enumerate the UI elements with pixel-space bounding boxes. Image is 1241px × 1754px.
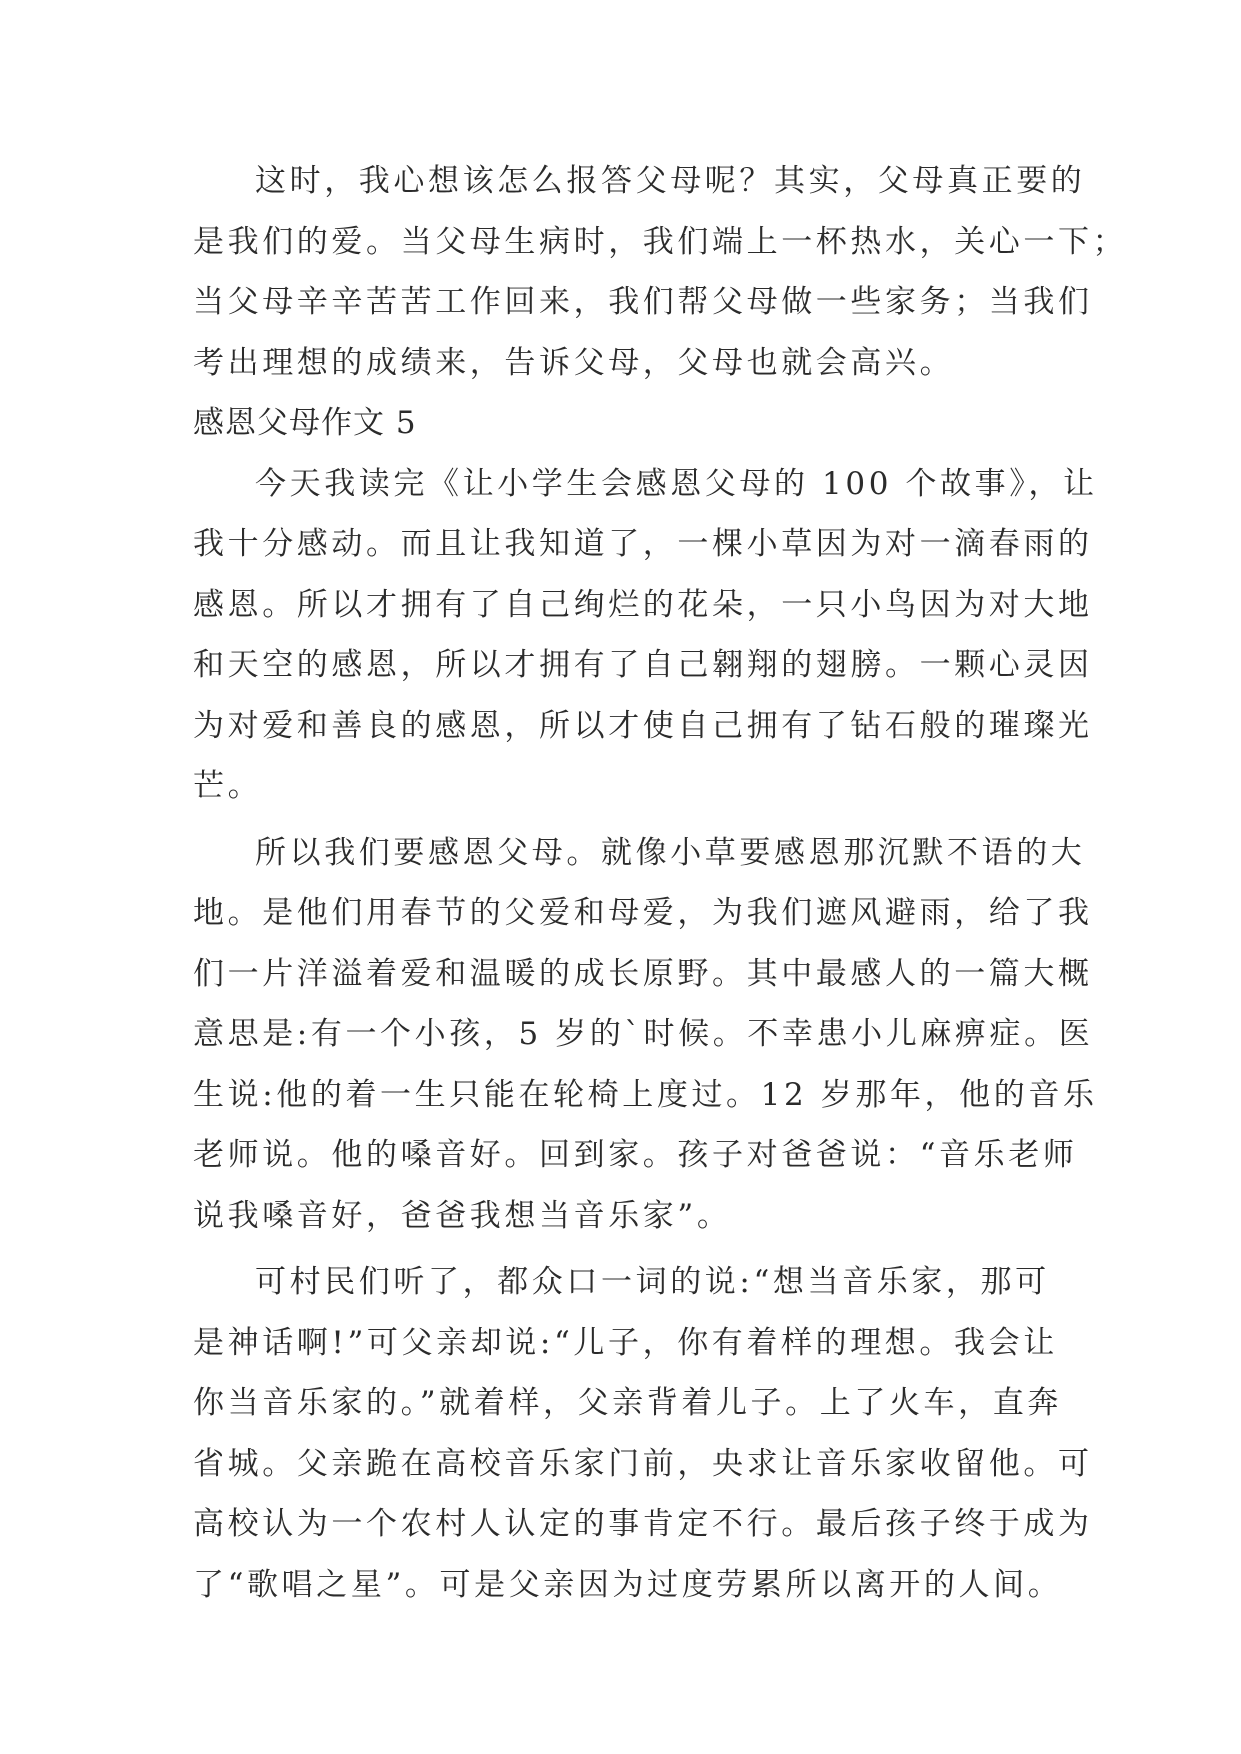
text-line: 今天我读完《让小学生会感恩父母的 100 个故事》，让 xyxy=(255,465,1098,502)
text-line: 意思是:有一个小孩，5 岁的`时候。不幸患小儿麻痹症。医 xyxy=(193,1016,1094,1052)
text-line: 了“歌唱之星”。可是父亲因为过度劳累所以离开的人间。 xyxy=(193,1566,1063,1603)
text-line: 们一片洋溢着爱和温暖的成长原野。其中最感人的一篇大概 xyxy=(193,955,1093,992)
text-line: 是神话啊!”可父亲却说:“儿子，你有着样的理想。我会让 xyxy=(193,1324,1058,1361)
text-line: 可村民们听了，都众口一词的说:“想当音乐家，那可 xyxy=(255,1264,1050,1300)
text-line: 当父母辛辛苦苦工作回来，我们帮父母做一些家务；当我们 xyxy=(193,284,1093,320)
text-line: 生说:他的着一生只能在轮椅上度过。12 岁那年，他的音乐 xyxy=(193,1076,1098,1113)
paragraph-2 xyxy=(193,454,1098,817)
paragraph-3 xyxy=(193,823,1098,1247)
text-line: 地。是他们用春节的父爱和母爱，为我们遮风避雨，给了我 xyxy=(193,895,1093,931)
text-line: 感恩。所以才拥有了自己绚烂的花朵，一只小鸟因为对大地 xyxy=(193,586,1093,623)
text-line: 是我们的爱。当父母生病时，我们端上一杯热水，关心一下； xyxy=(193,223,1128,260)
text-line: 和天空的感恩，所以才拥有了自己翱翔的翅膀。一颗心灵因 xyxy=(193,647,1093,683)
text-line: 芒。 xyxy=(193,768,263,804)
text-line: 考出理想的成绩来，告诉父母，父母也就会高兴。 xyxy=(193,344,955,381)
paragraph-4 xyxy=(193,1252,1093,1615)
text-line: 高校认为一个农村人认定的事肯定不行。最后孩子终于成为 xyxy=(193,1506,1093,1542)
text-line: 我十分感动。而且让我知道了，一棵小草因为对一滴春雨的 xyxy=(193,526,1093,562)
text-line: 这时，我心想该怎么报答父母呢？其实，父母真正要的 xyxy=(255,163,1086,199)
text-line: 所以我们要感恩父母。就像小草要感恩那沉默不语的大 xyxy=(255,834,1086,871)
text-line: 老师说。他的嗓音好。回到家。孩子对爸爸说：“音乐老师 xyxy=(193,1137,1078,1173)
paragraph-1 xyxy=(193,151,1128,393)
text-line: 省城。父亲跪在高校音乐家门前，央求让音乐家收留他。可 xyxy=(193,1445,1093,1482)
section-heading: 感恩父母作文 5 xyxy=(193,405,417,441)
text-line: 你当音乐家的。”就着样，父亲背着儿子。上了火车，直奔 xyxy=(193,1385,1062,1421)
text-line: 说我嗓音好，爸爸我想当音乐家”。 xyxy=(193,1197,732,1234)
text-line: 为对爱和善良的感恩，所以才使自己拥有了钻石般的璀璨光 xyxy=(193,707,1093,744)
document-body xyxy=(193,151,1128,1615)
